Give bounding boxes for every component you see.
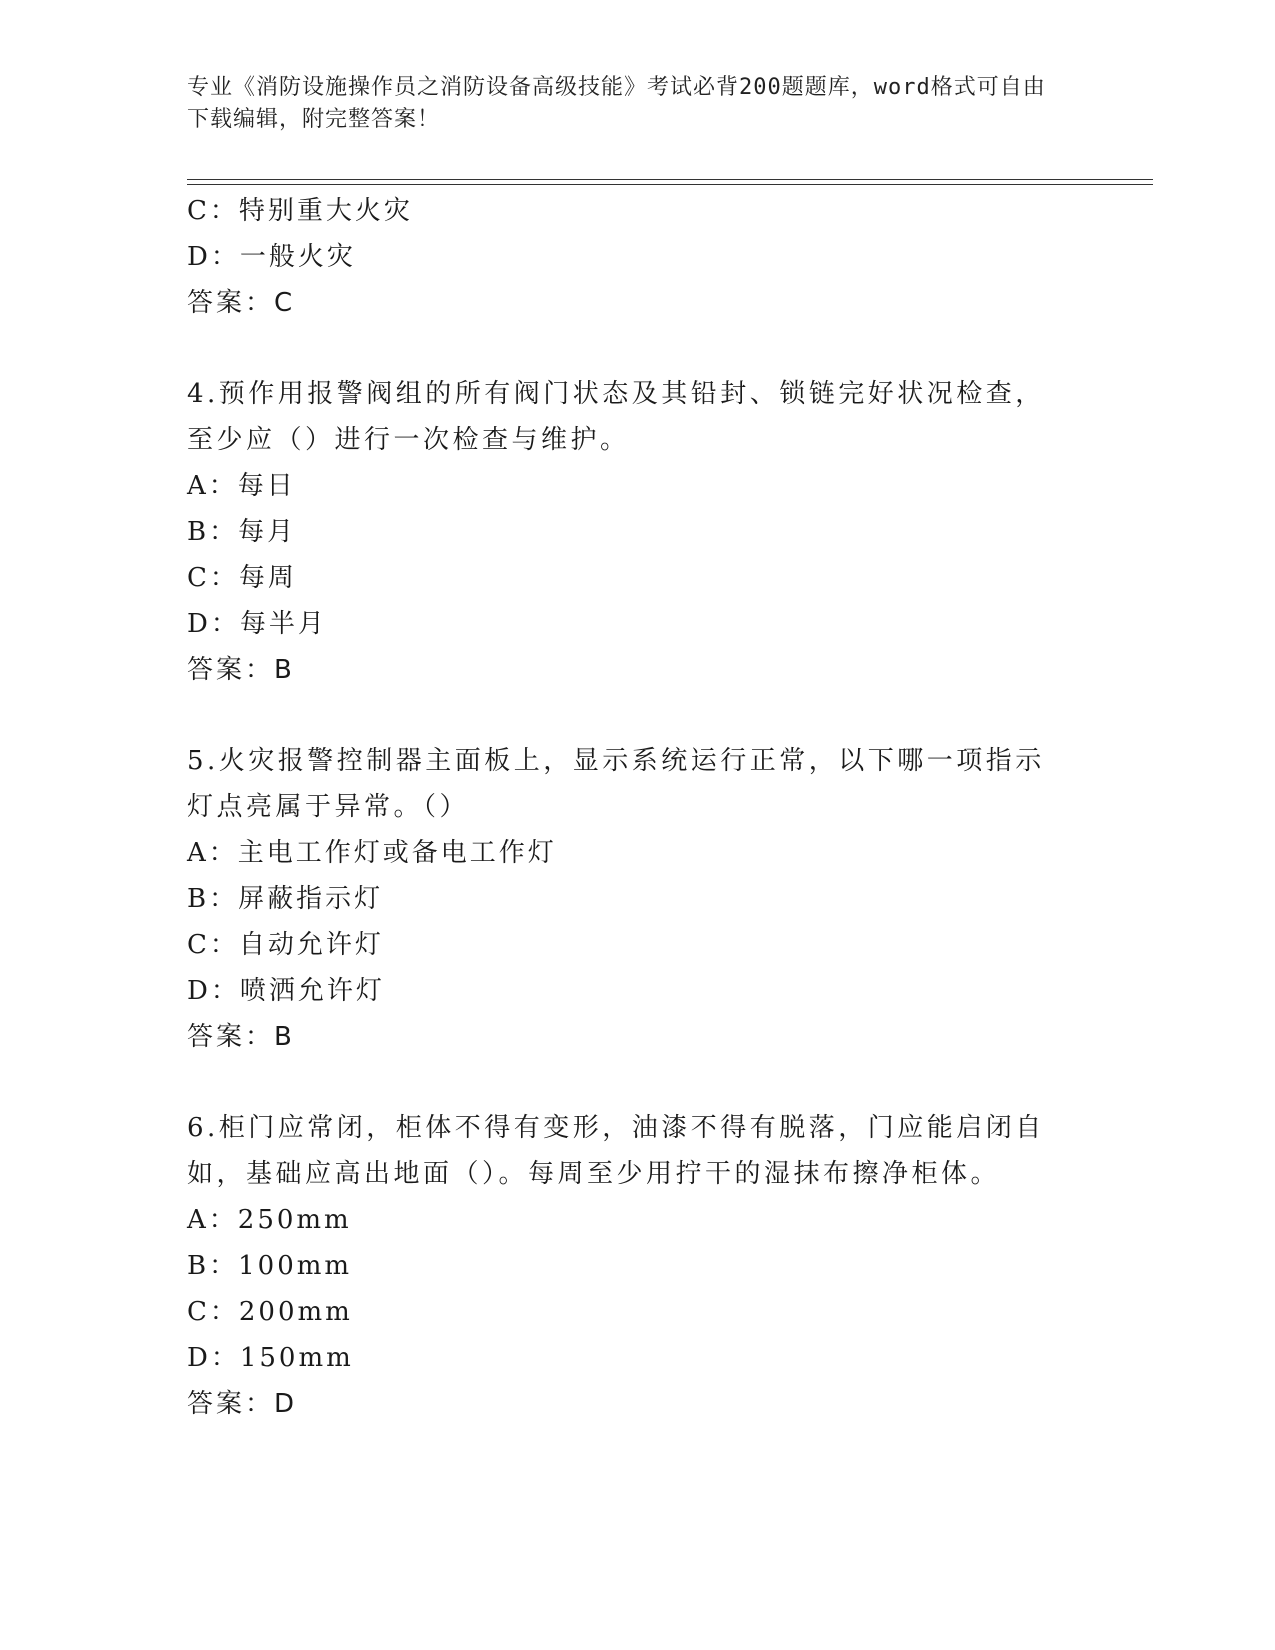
question-stem: 5.火灾报警控制器主面板上，显示系统运行正常，以下哪一项指示灯点亮属于异常。（） (187, 746, 1045, 822)
option-d: D：喷洒允许灯 (187, 976, 385, 1006)
document-header: 专业《消防设施操作员之消防设备高级技能》考试必背200题题库，word格式可自由下载编辑，附完整答案！ (187, 75, 1046, 132)
answer-line: 答案：B (187, 1022, 295, 1052)
option-d: D：150mm (187, 1343, 354, 1373)
question-block (187, 1105, 1067, 1427)
option-c: C：自动允许灯 (187, 930, 384, 960)
option-a: A：250mm (187, 1205, 352, 1235)
question-list (187, 188, 1067, 1427)
option-b: B：每月 (187, 517, 297, 547)
spacer (187, 693, 1067, 738)
answer-line: 答案：D (187, 1389, 298, 1419)
option-b: B：100mm (187, 1251, 353, 1281)
header-divider-top (187, 179, 1153, 180)
option-d: D：每半月 (187, 609, 327, 639)
option-c: C：特别重大火灾 (187, 196, 413, 226)
header-divider-bottom (187, 184, 1153, 185)
option-a: A：主电工作灯或备电工作灯 (187, 838, 557, 868)
question-block (187, 738, 1067, 1060)
question-stem: 6.柜门应常闭，柜体不得有变形，油漆不得有脱落，门应能启闭自如，基础应高出地面（）。每周至少用拧干的湿抹布擦净柜体。 (187, 1113, 1045, 1189)
option-b: B：屏蔽指示灯 (187, 884, 384, 914)
option-a: A：每日 (187, 471, 296, 501)
spacer (187, 326, 1067, 371)
spacer (187, 1060, 1067, 1105)
option-d: D：一般火灾 (187, 242, 356, 272)
answer-line: 答案：C (187, 288, 296, 318)
option-c: C：每周 (187, 563, 297, 593)
question-block (187, 371, 1067, 693)
question-stem: 4.预作用报警阀组的所有阀门状态及其铅封、锁链完好状况检查，至少应（）进行一次检查与维护。 (187, 379, 1045, 455)
question-fragment (187, 188, 1067, 326)
option-c: C：200mm (187, 1297, 353, 1327)
answer-line: 答案：B (187, 655, 295, 685)
